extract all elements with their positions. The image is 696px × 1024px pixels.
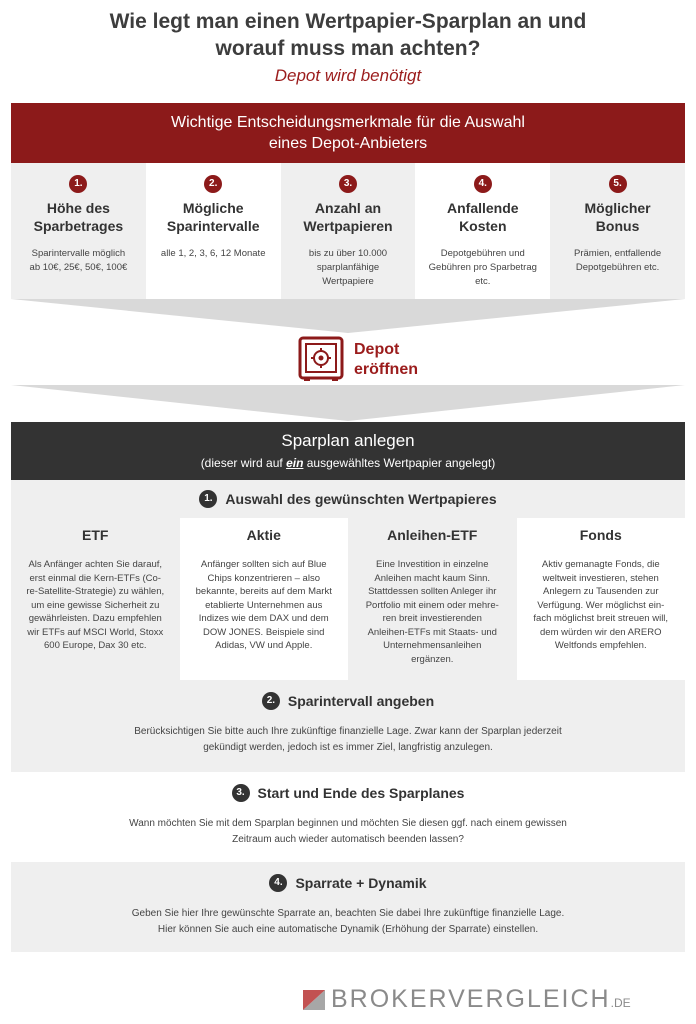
criterion-title-line: Anzahl an — [314, 200, 382, 216]
type-text-line: 600 Europe, Dax 30 etc. — [44, 640, 147, 651]
step-heading — [11, 874, 685, 892]
logo-mark-icon — [303, 990, 325, 1010]
criterion-3 — [281, 163, 416, 299]
step-title: Sparrate + Dynamik — [295, 875, 427, 891]
criterion-text — [281, 247, 416, 289]
type-text-line: Als Anfänger achten Sie darauf, — [28, 559, 163, 570]
criteria-banner — [11, 103, 685, 163]
safe-icon — [298, 336, 344, 382]
type-text-line: bekannte, bereits auf dem Markt — [195, 586, 332, 597]
criteria-banner-line2: eines Depot-Anbieters — [268, 135, 428, 152]
down-arrow-shape — [11, 299, 685, 333]
sparplan-title: Sparplan anlegen — [281, 431, 415, 450]
security-types-row — [11, 518, 685, 680]
type-text-line: Anleihen macht kaum Sinn. — [374, 572, 491, 584]
criterion-title-line: Sparbetrages — [33, 218, 124, 234]
type-text-line: Portfolio mit einem oder mehre- — [365, 599, 499, 611]
down-arrow-shape — [11, 385, 685, 421]
type-text-line: Stattdessen sollten Anleger ihr — [368, 586, 497, 597]
criterion-number: 1. — [69, 175, 87, 193]
criterion-text-line: etc. — [475, 276, 491, 287]
type-text-line: Eine Investition in einzelne — [376, 559, 489, 570]
type-text-line: Anlegern zu Tausenden zur — [543, 586, 659, 597]
criterion-title — [415, 199, 550, 235]
type-text — [17, 558, 174, 653]
type-aktie — [180, 518, 349, 680]
criterion-number: 3. — [339, 175, 357, 193]
criterion-text-line: Depotgebühren etc. — [575, 262, 660, 273]
step-title: Auswahl des gewünschten Wertpapieres — [225, 491, 497, 507]
criterion-text-line: Wertpapiere — [322, 276, 374, 287]
criterion-number: 5. — [609, 175, 627, 193]
criterion-title-line: Kosten — [459, 218, 507, 234]
step-text-line: Berücksichtigen Sie bitte auch Ihre zukünftige finanzielle Lage. Zwar kann der Sparplan jederzeit — [134, 726, 562, 737]
type-fonds — [517, 518, 686, 680]
step-number: 3. — [232, 784, 250, 802]
type-title: Fonds — [579, 527, 622, 543]
criterion-title-line: Sparintervalle — [166, 218, 260, 234]
page-subtitle: Depot wird benötigt — [274, 66, 422, 85]
step-text-line: gekündigt werden, jedoch ist es immer Ziel, langfristig anzulegen. — [203, 742, 493, 753]
criterion-5 — [550, 163, 685, 299]
type-text-line: ren breit investierenden — [382, 613, 482, 624]
type-text-line: DOW JONES. Beispiele sind — [203, 626, 325, 638]
step-text-line: Wann möchten Sie mit dem Sparplan beginnen und möchten Sie diesen ggf. nach einem gewissen — [129, 818, 567, 829]
type-text-line: erst einmal die Kern-ETFs (Co- — [29, 572, 161, 584]
sparplan-subtitle-part: ausgewähltes Wertpapier angelegt) — [303, 456, 496, 470]
criterion-text-line: bis zu über 10.000 — [308, 248, 388, 259]
type-text-line: etablierte Unternehmen aus — [205, 599, 323, 611]
criterion-title-line: Bonus — [595, 218, 640, 234]
step-text — [11, 816, 685, 848]
type-text-line: weltweit investieren, stehen — [542, 572, 659, 584]
type-text-line: Anfänger sollten sich auf Blue — [200, 559, 327, 570]
criteria-row — [11, 163, 685, 299]
step-heading — [11, 784, 685, 802]
step-4 — [11, 862, 685, 952]
step-number: 2. — [262, 692, 280, 710]
depot-open-label — [354, 340, 418, 380]
type-text-line: Unternehmensanleihen — [383, 640, 482, 651]
type-text — [186, 558, 343, 653]
step-text-line: Geben Sie hier Ihre gewünschte Sparrate an, beachten Sie dabei Ihre zukünftige finanzielle Lage. — [131, 908, 565, 919]
step-text — [11, 906, 685, 938]
criterion-text — [146, 247, 281, 261]
type-title: Aktie — [246, 527, 281, 543]
criterion-title — [146, 199, 281, 235]
page-title — [0, 8, 696, 62]
type-text-line: Chips konzentrieren – also — [207, 572, 320, 584]
criterion-text — [11, 247, 146, 275]
criterion-title — [11, 199, 146, 235]
criterion-number: 2. — [204, 175, 222, 193]
criterion-text-line: Gebühren pro Sparbetrag — [428, 262, 537, 273]
brokervergleich-logo — [303, 985, 631, 1014]
logo-text: BROKERVERGLEICH — [331, 985, 611, 1013]
type-text-line: fach möglichst breit streuen will, — [533, 613, 669, 624]
type-text-line: Aktiv gemanagte Fonds, die — [541, 559, 660, 570]
step-number: 4. — [269, 874, 287, 892]
type-title: Anleihen-ETF — [387, 527, 478, 543]
criterion-title-line: Anfallende — [447, 200, 519, 216]
criterion-text-line: ab 10€, 25€, 50€, 100€ — [29, 262, 128, 273]
type-text-line: re-Satellite-Strategie) zu wählen, — [26, 586, 165, 597]
criterion-text — [415, 247, 550, 289]
criterion-2 — [146, 163, 281, 299]
type-text-line: ergänzen. — [411, 653, 454, 665]
step-text — [11, 724, 685, 756]
sparplan-subtitle-part: (dieser wird auf — [200, 456, 287, 470]
criterion-text-line: Prämien, entfallende — [574, 248, 662, 259]
type-text-line: wir ETFs auf MSCI World, Stoxx — [27, 626, 164, 638]
type-text-line: Anleihen-ETFs mit Staats- und — [367, 626, 497, 638]
criterion-title-line: Möglicher — [584, 200, 651, 216]
criterion-title-line: Mögliche — [182, 200, 244, 216]
criterion-text — [550, 247, 685, 275]
criterion-4 — [415, 163, 550, 299]
step-text-line: Zeitraum auch wieder automatisch beenden lassen? — [232, 834, 464, 845]
step-text-line: Hier können Sie auch eine automatische Dynamik (Erhöhung der Sparrate) einstellen. — [157, 924, 539, 935]
sparplan-subtitle — [11, 454, 685, 472]
type-title: ETF — [82, 527, 109, 543]
page-title-line1: Wie legt man einen Wertpapier-Sparplan an und — [109, 10, 587, 33]
criterion-text-line: Depotgebühren und — [440, 248, 525, 259]
criterion-1 — [11, 163, 146, 299]
depot-open-line2: eröffnen — [354, 361, 418, 378]
step-2 — [11, 680, 685, 772]
logo-tld: .DE — [610, 996, 631, 1010]
type-text-line: Verfügung. Wer möglichst ein- — [537, 599, 665, 611]
step-number: 1. — [199, 490, 217, 508]
criteria-banner-line1: Wichtige Entscheidungsmerkmale für die Auswahl — [171, 114, 525, 131]
sparplan-subtitle-emphasis: ein — [286, 456, 304, 470]
step-3 — [11, 772, 685, 862]
criterion-title-line: Höhe des — [46, 200, 110, 216]
type-text-line: um eine gewisse Sicherheit zu — [31, 599, 160, 611]
type-text-line: Weltfonds empfehlen. — [554, 640, 647, 651]
depot-open-block — [286, 331, 446, 383]
criterion-text-line: sparplanfähige — [316, 262, 380, 273]
type-text — [523, 558, 680, 653]
step-1 — [11, 480, 685, 518]
criterion-title — [281, 199, 416, 235]
type-text-line: dem würden wir den ARERO — [540, 626, 662, 638]
type-text-line: Adidas, VW und Apple. — [215, 640, 313, 651]
criterion-text-line: Sparintervalle möglich — [31, 248, 126, 259]
criterion-number: 4. — [474, 175, 492, 193]
type-anleihen-etf — [348, 518, 517, 680]
type-text-line: Indizes wie dem DAX und dem — [198, 613, 329, 624]
step-heading — [11, 490, 685, 508]
type-text-line: gewährleisten. Dazu empfehlen — [28, 613, 162, 624]
type-text — [354, 558, 511, 666]
depot-open-line1: Depot — [354, 341, 400, 358]
sparplan-banner — [11, 422, 685, 480]
step-title: Sparintervall angeben — [287, 693, 435, 709]
step-heading — [11, 692, 685, 710]
page-title-line2: worauf muss man achten? — [215, 37, 481, 60]
step-title: Start und Ende des Sparplanes — [257, 785, 465, 801]
criterion-text-line: alle 1, 2, 3, 6, 12 Monate — [160, 248, 266, 259]
criterion-title — [550, 199, 685, 235]
logo-wordmark — [331, 985, 631, 1014]
type-etf — [11, 518, 180, 680]
criterion-title-line: Wertpapieren — [303, 218, 393, 234]
